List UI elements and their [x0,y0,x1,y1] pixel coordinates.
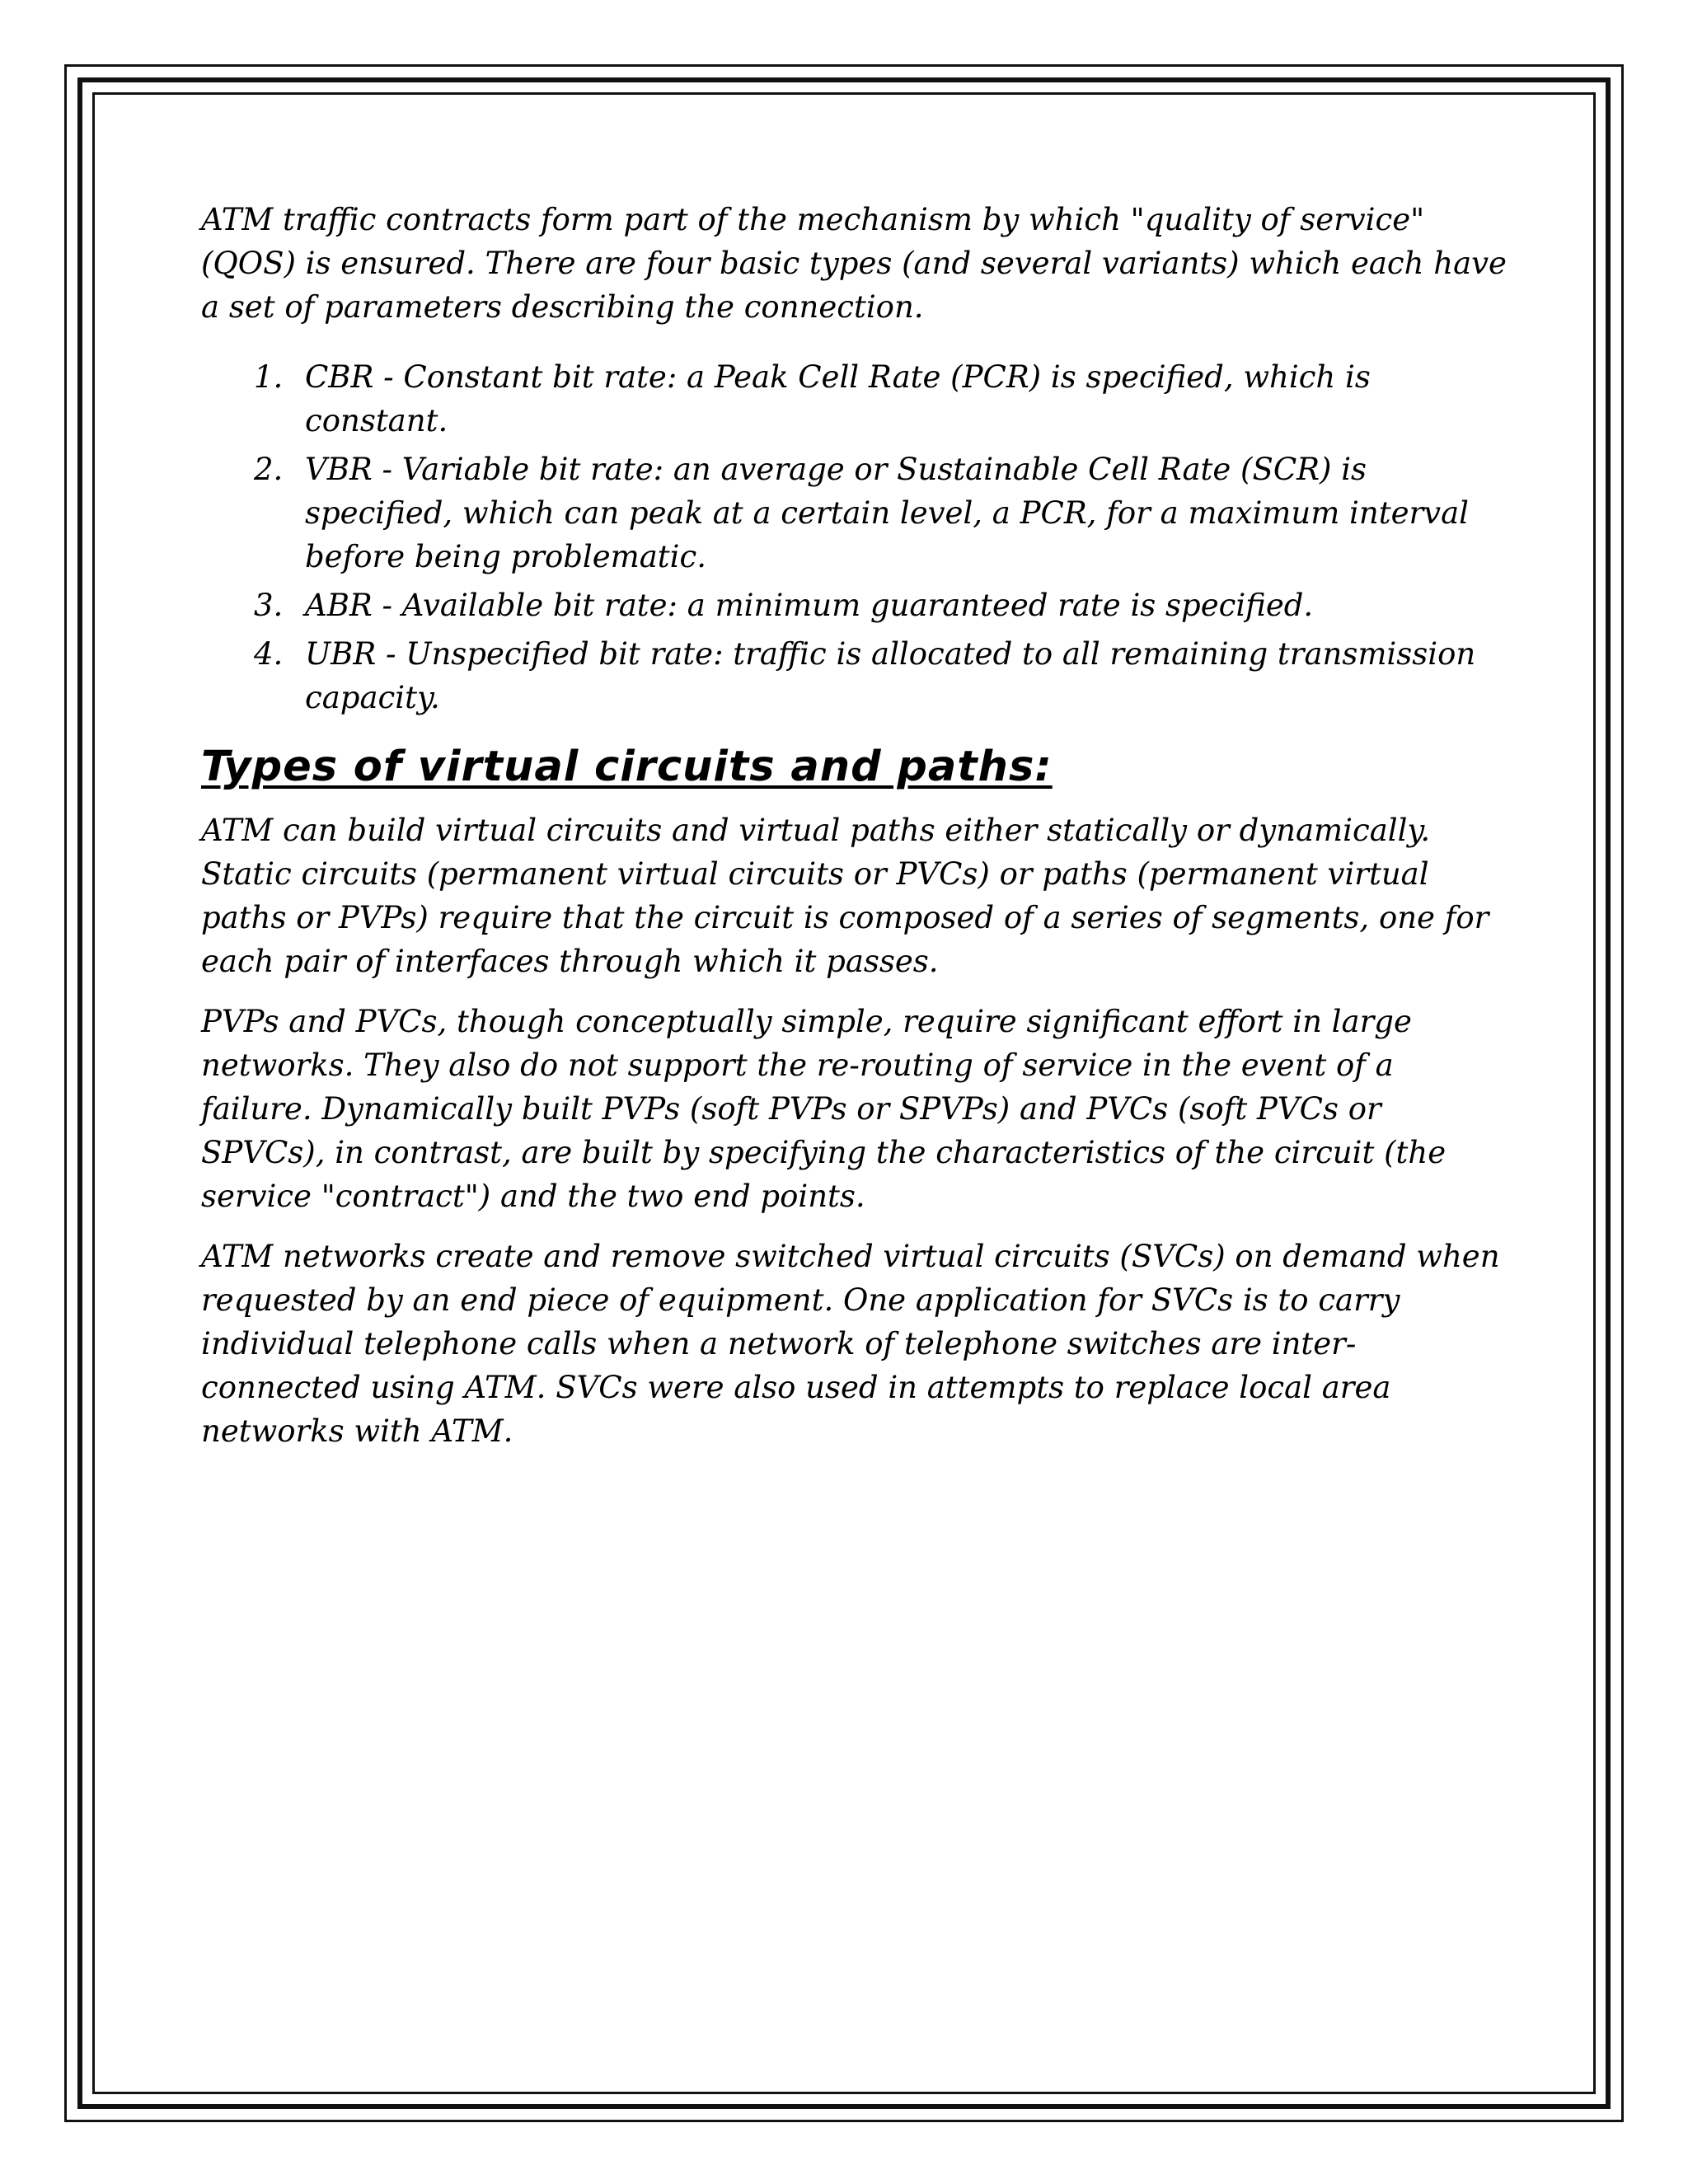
traffic-types-list [201,355,1512,719]
list-item-number: 3. [254,588,284,623]
list-item-text: CBR - Constant bit rate: a Peak Cell Rate (PCR) is specified, which is constant. [305,359,1371,438]
section-heading: Types of virtual circuits and paths: [201,743,1053,791]
list-item [201,632,1512,719]
list-item-text: VBR - Variable bit rate: an average or Sustainable Cell Rate (SCR) is specified, which can peak at a certain level, a PCR, for a maximum interval before being problematic. [305,452,1469,574]
list-item-text: UBR - Unspecified bit rate: traffic is allocated to all remaining transmission capacity. [305,636,1476,715]
intro-paragraph: ATM traffic contracts form part of the mechanism by which "quality of service" (QOS) is ensured. There are four basic types (and several variants) which each have a set of parameters describing the connection. [201,202,1507,325]
section-paragraph: ATM networks create and remove switched virtual circuits (SVCs) on demand when requested by an end piece of equipment. One application for SVCs is to carry individual telephone calls when a network of telephone switches are inter-connected using ATM. SVCs were also used in attempts to replace local area networks with ATM. [201,1239,1500,1449]
list-item-text: ABR - Available bit rate: a minimum guaranteed rate is specified. [305,588,1314,623]
list-item [201,355,1512,443]
list-item-number: 2. [254,452,284,487]
list-item [201,448,1512,579]
section-paragraph: PVPs and PVCs, though conceptually simple, require significant effort in large networks. They also do not support the re-routing of service in the event of a failure. Dynamically built PVPs (soft PVPs or SPVPs) and PVCs (soft PVCs or SPVCs), in contrast, are built by specifying the characteristics of the circuit (the service "contract") and the two end points. [201,1004,1447,1214]
list-item-number: 4. [254,636,284,672]
list-item [201,583,1512,627]
list-item-number: 1. [254,359,284,395]
document-body [201,198,1512,1469]
section-paragraph: ATM can build virtual circuits and virtual paths either statically or dynamically. Static circuits (permanent virtual circuits or PVCs) or paths (permanent virtual paths or PVPs) require that the circuit is composed of a series of segments, one for each pair of interfaces through which it passes. [201,813,1489,979]
